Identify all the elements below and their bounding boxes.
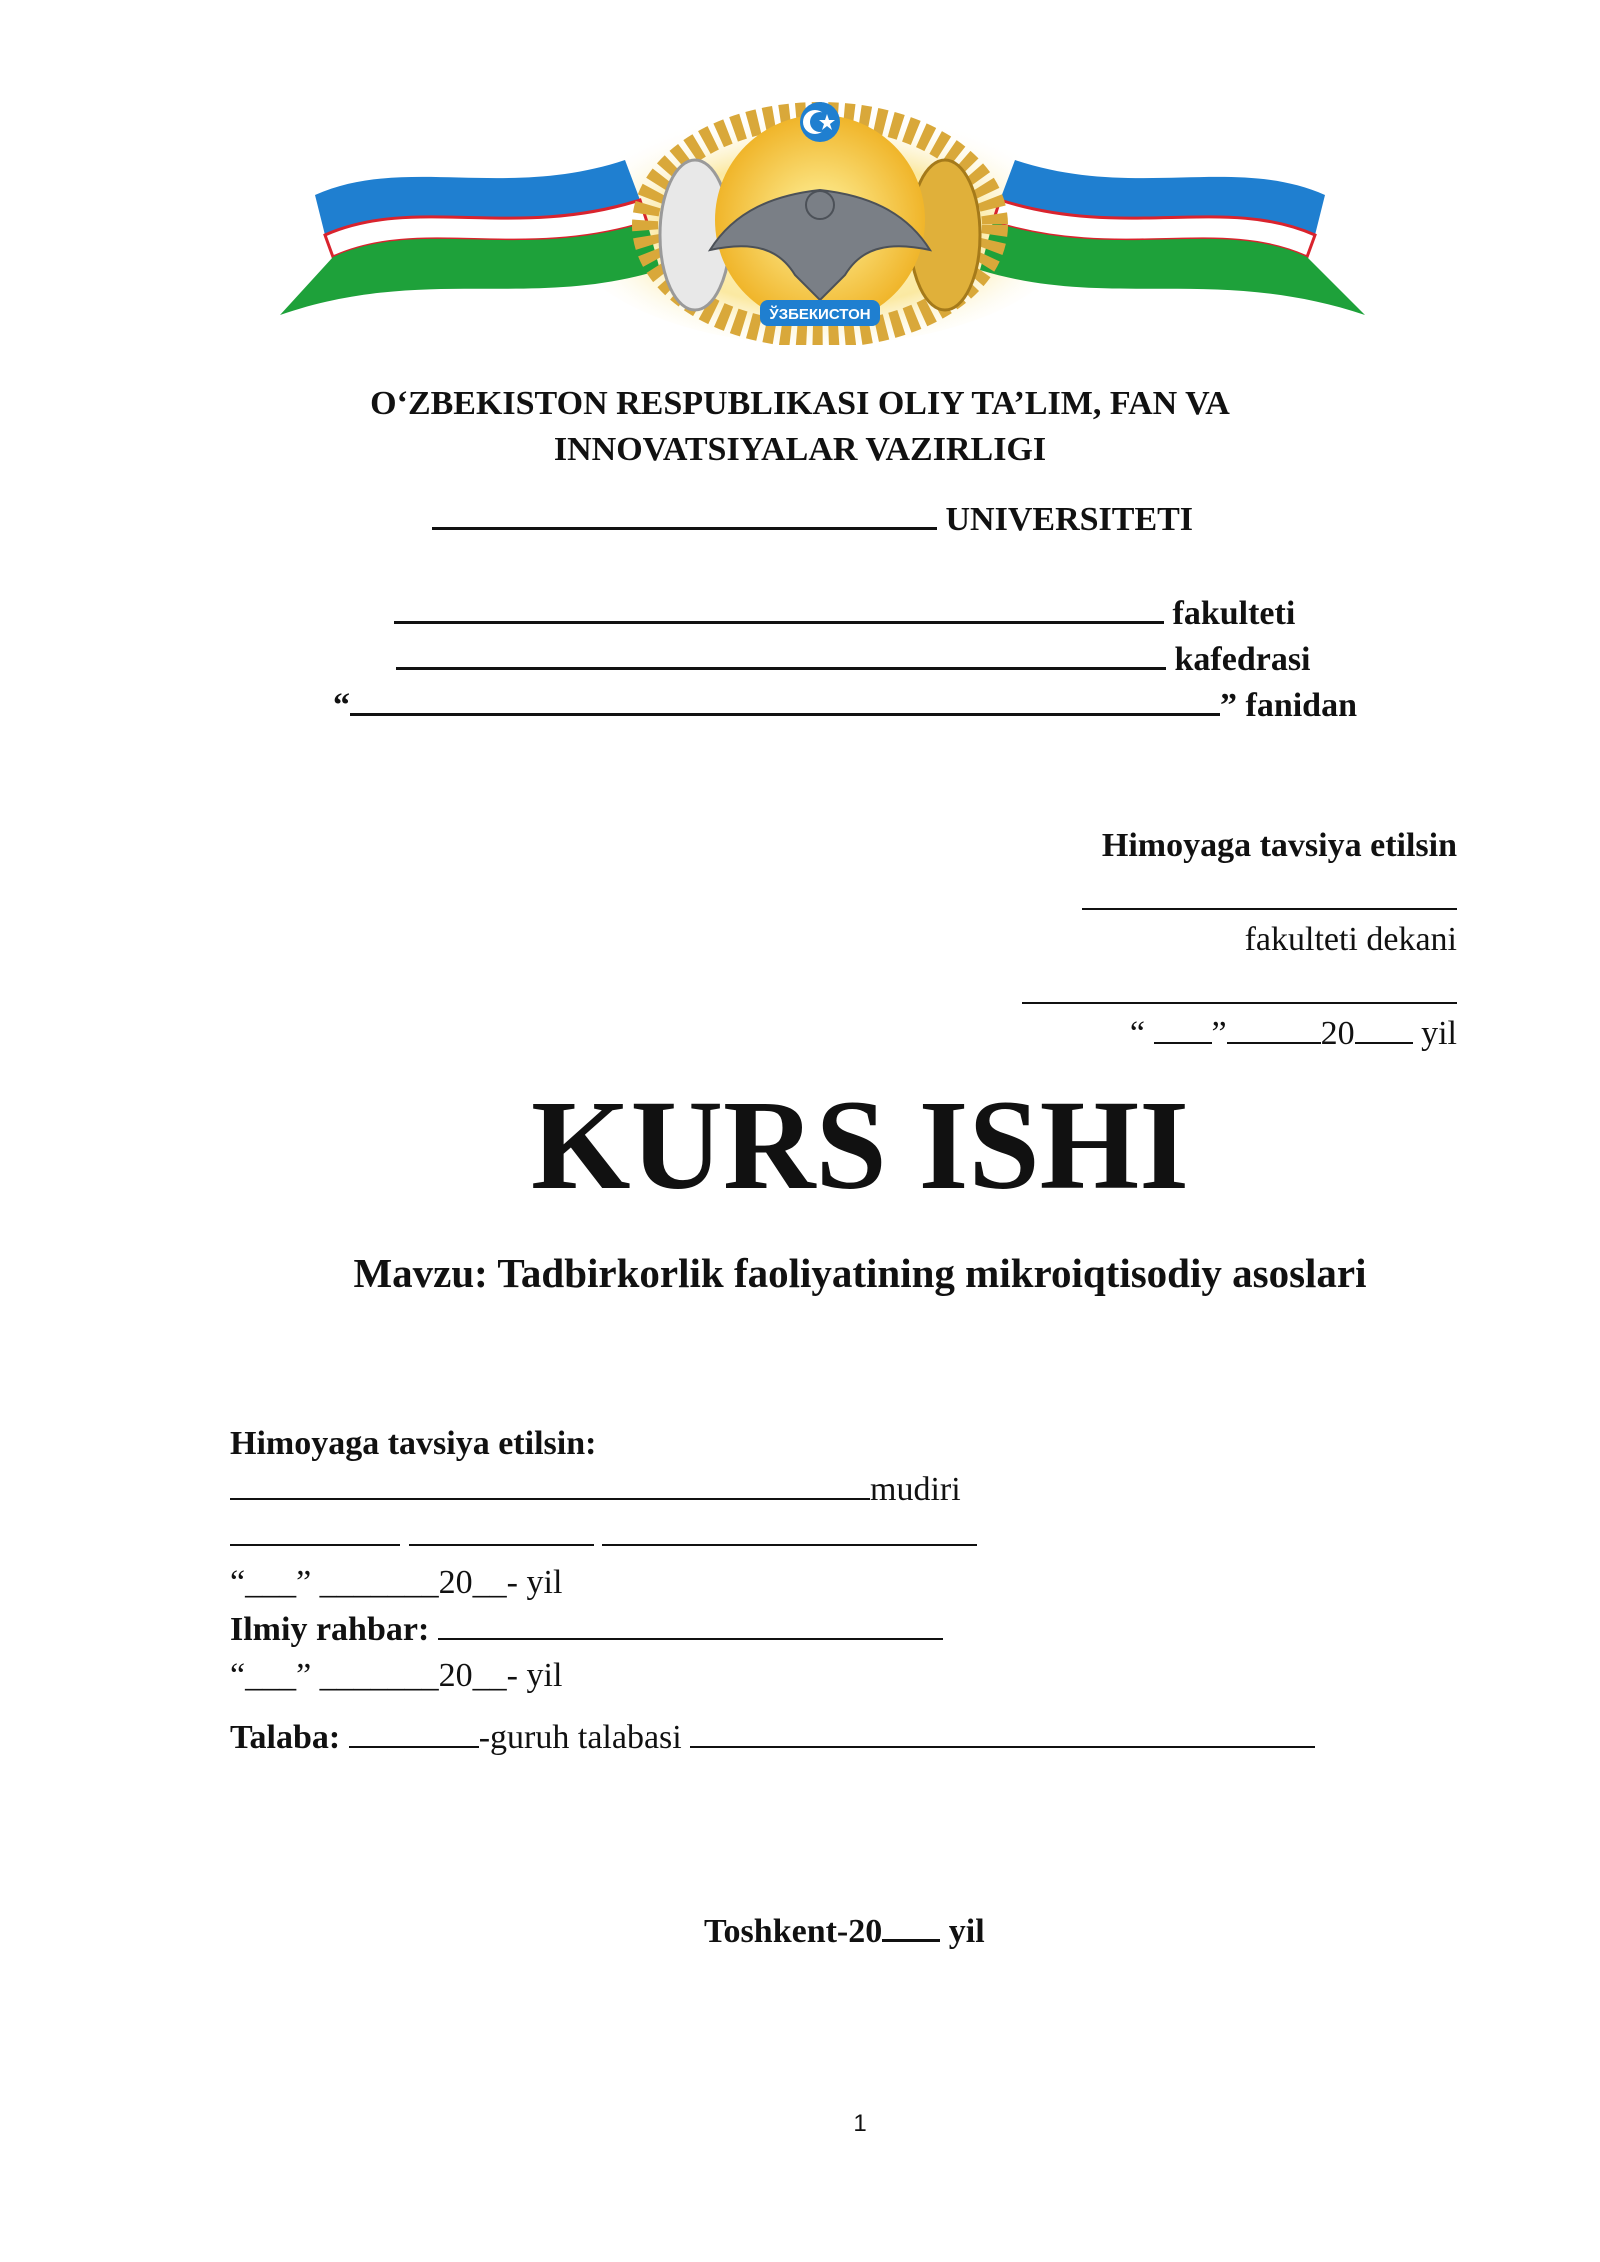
head-blank[interactable] [230,1470,870,1500]
subject-open-quote: “ [333,687,350,724]
dean-date-line: “ ” 20 yil [1129,1015,1457,1052]
dean-approval-title: Himoyaga tavsiya etilsin [1101,827,1457,864]
subject-blank[interactable] [350,685,1220,716]
dean-signature-blank[interactable] [1082,880,1457,915]
university-line [432,499,1193,540]
left-flag-ribbon [280,160,660,315]
city: Toshkent-20 [704,1913,883,1950]
dean-role: fakulteti dekani [1244,921,1457,958]
student-group-blank[interactable] [349,1718,479,1748]
right-flag-ribbon [980,160,1365,315]
head-role: mudiri [870,1471,961,1508]
dean-name-blank[interactable] [1022,974,1457,1009]
dean-year-blank[interactable] [1355,1014,1413,1044]
document-title: KURS ISHI [531,1074,1189,1216]
emblem-text: ЎЗБЕКИСТОН [769,306,871,323]
student-line [230,1718,1315,1758]
subject-label: ” fanidan [1220,687,1357,724]
state-emblem-banner [255,100,1385,345]
head-blank-3[interactable] [602,1516,977,1546]
department-line [396,639,1311,680]
topic: Mavzu: Tadbirkorlik faoliyatining mikroiqtisodiy asoslari [353,1250,1367,1296]
approval-date-2[interactable]: “___” _______20__- yil [230,1657,563,1694]
approval-date-1[interactable]: “___” _______20__- yil [230,1564,563,1601]
head-blank-1[interactable] [230,1516,400,1546]
department-label: kafedrasi [1174,641,1311,678]
head-line [230,1470,961,1510]
department-blank[interactable] [396,639,1166,670]
dean-day-blank[interactable] [1154,1014,1212,1044]
student-group-label: -guruh talabasi [478,1719,682,1756]
dean-month-blank[interactable] [1227,1014,1321,1044]
head-blank-2[interactable] [409,1516,594,1546]
ministry-line-1: O‘ZBEKISTON RESPUBLIKASI OLIY TA’LIM, FAN VA [370,385,1230,422]
city-year-line [704,1911,985,1952]
head-name-line [230,1516,977,1556]
city-year-label: yil [948,1913,985,1950]
university-label: UNIVERSITETI [945,501,1194,538]
faculty-blank[interactable] [394,593,1164,624]
faculty-label: fakulteti [1172,595,1296,632]
student-label: Talaba: [230,1719,341,1756]
supervisor-line [230,1610,943,1650]
ministry-line-2: INNOVATSIYALAR VAZIRLIGI [553,431,1047,468]
supervisor-blank[interactable] [438,1610,943,1640]
faculty-line [394,593,1295,634]
supervisor-label: Ilmiy rahbar: [230,1611,430,1648]
approval-title: Himoyaga tavsiya etilsin: [230,1425,597,1462]
page-number: 1 [853,2110,867,2137]
city-year-blank[interactable] [882,1911,940,1942]
subject-line [333,685,1357,726]
student-name-blank[interactable] [690,1718,1315,1748]
university-blank[interactable] [432,499,937,530]
